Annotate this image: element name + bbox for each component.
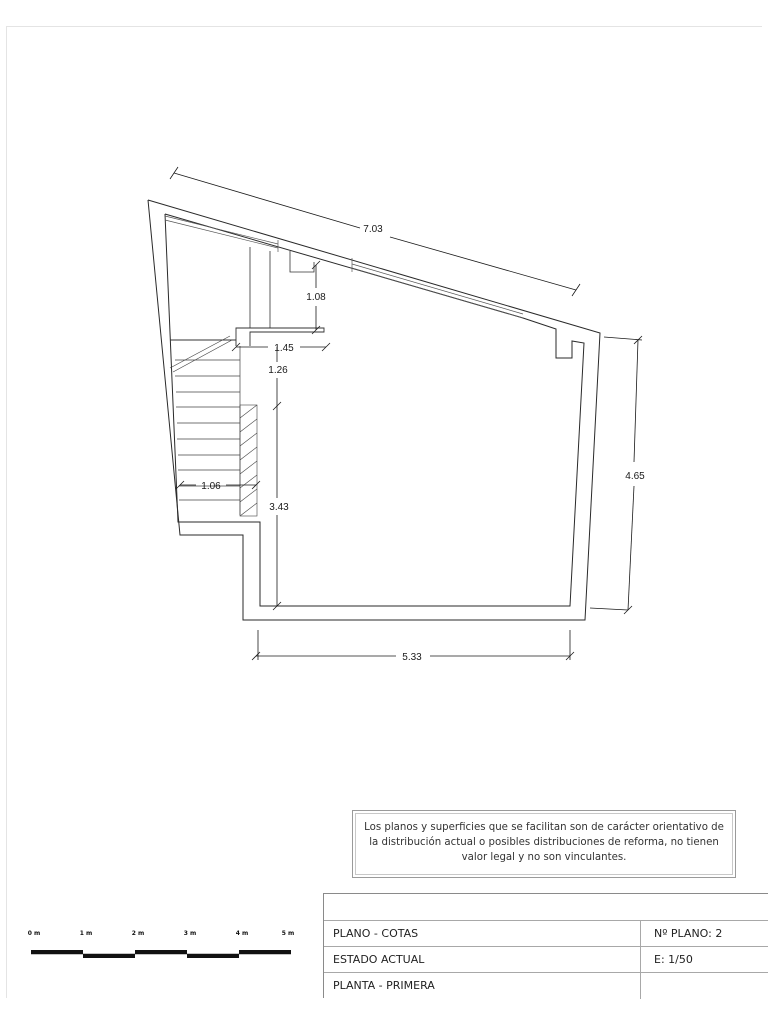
- dim-bottom-wall: 5.33: [402, 652, 422, 663]
- scale-label: 2 m: [131, 930, 145, 937]
- outer-wall-outline: [148, 200, 600, 620]
- graphic-scale-bar: [26, 930, 296, 966]
- hatched-wall: [240, 405, 257, 516]
- plano-label: PLANO - COTAS: [333, 927, 419, 940]
- dim-stair-width: 1.06: [201, 481, 221, 492]
- scale-label: 1 m: [79, 930, 93, 937]
- title-row-planta: [324, 972, 768, 998]
- title-block-divider: [640, 920, 641, 999]
- chimney-niche: [250, 247, 314, 328]
- dim-right-wall: 4.65: [625, 471, 645, 482]
- title-row-plano: [324, 920, 768, 946]
- scale-bar-segments: [26, 930, 296, 966]
- planta-label: PLANTA - PRIMERA: [333, 979, 435, 992]
- scale-label: 4 m: [235, 930, 249, 937]
- disclaimer-box: [352, 810, 736, 878]
- scale-label: 5 m: [281, 930, 295, 937]
- stair-landing: [170, 328, 324, 346]
- scale-label: 3 m: [183, 930, 197, 937]
- dim-landing-depth: 1.26: [268, 365, 288, 376]
- dim-top-wall: 7.03: [363, 224, 383, 235]
- title-row-estado: [324, 946, 768, 972]
- disclaimer-text: [355, 813, 733, 875]
- disclaimer-line: la distribución actual o posibles distribuciones de reforma, no tienen: [369, 837, 719, 848]
- dim-lower-depth: 3.43: [269, 502, 289, 513]
- title-block: [323, 893, 768, 998]
- plano-number: Nº PLANO: 2: [654, 927, 723, 940]
- dim-upper-niche: 1.08: [306, 292, 326, 303]
- outer-walls: [148, 200, 600, 620]
- estado-label: ESTADO ACTUAL: [333, 953, 425, 966]
- disclaimer-line: valor legal y no son vinculantes.: [461, 852, 627, 863]
- dim-landing-width: 1.45: [274, 343, 294, 354]
- inner-wall-outline: [165, 214, 584, 606]
- scale-label: 0 m: [27, 930, 41, 937]
- disclaimer-line: Los planos y superficies que se facilitan son de carácter orientativo de: [364, 822, 724, 833]
- scale-ratio: E: 1/50: [654, 953, 693, 966]
